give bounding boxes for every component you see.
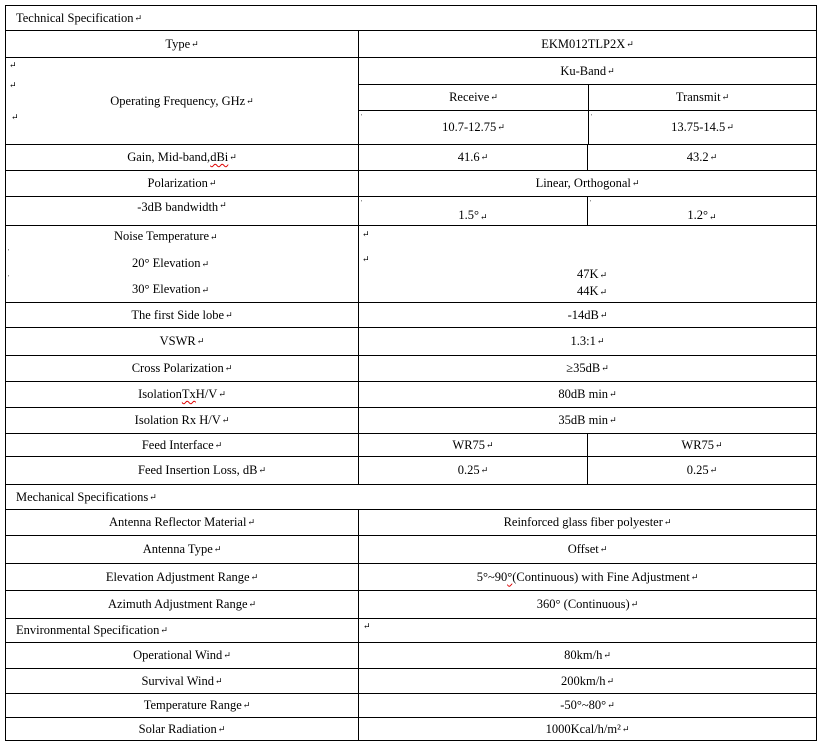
cross-pol-value: ≥35dB ↵ bbox=[358, 356, 816, 381]
paragraph-mark-icon: ↵ bbox=[709, 152, 718, 162]
feed-loss-receive: 0.25 ↵ bbox=[358, 457, 587, 484]
paragraph-mark-icon: ↵ bbox=[630, 599, 639, 609]
technical-heading-text: Technical Specification bbox=[16, 10, 134, 25]
receive-range: ' 10.7-12.75 ↵ bbox=[361, 113, 505, 134]
row-feed-interface bbox=[6, 433, 816, 456]
row-gain bbox=[6, 144, 816, 170]
cross-pol-label: Cross Polarization ↵ bbox=[131, 361, 233, 375]
paragraph-mark-icon: ↵ bbox=[242, 700, 251, 710]
paragraph-mark-icon: ↵ bbox=[709, 212, 717, 222]
row-isolation-tx bbox=[6, 381, 816, 407]
surv-wind-value: 200km/h ↵ bbox=[358, 669, 816, 693]
row-temperature bbox=[6, 693, 816, 717]
frequency-label: Operating Frequency, GHz ↵ ↵ ↵ ↵ bbox=[9, 60, 254, 122]
paragraph-mark-icon: ↵ bbox=[221, 415, 230, 425]
temperature-value: -50°~80° ↵ bbox=[358, 694, 816, 717]
paragraph-mark-icon: ↵ bbox=[217, 723, 226, 734]
paragraph-mark-icon: ↵ bbox=[9, 60, 17, 70]
paragraph-mark-icon: ↵ bbox=[229, 152, 237, 162]
paragraph-mark-icon: ↵ bbox=[609, 389, 617, 399]
row-type bbox=[6, 30, 816, 57]
row-azimuth bbox=[6, 590, 816, 618]
noise-elev30-label: 30° Elevation↵ bbox=[132, 282, 210, 296]
noise-title: Noise Temperature↵ bbox=[114, 229, 218, 243]
paragraph-mark-icon: ↵ bbox=[715, 439, 723, 450]
bandwidth-receive: ' 1.5° ↵ bbox=[358, 197, 587, 225]
row-antenna-type bbox=[6, 535, 816, 563]
noise-elev20-value: 47K↵ bbox=[577, 267, 608, 281]
bandwidth-label: -3dB bandwidth ↵ bbox=[137, 200, 227, 214]
paragraph-mark-icon: ↵ bbox=[248, 599, 257, 609]
section-environmental bbox=[6, 618, 816, 642]
vswr-label: VSWR ↵ bbox=[159, 334, 205, 348]
paragraph-mark-icon: ↵ bbox=[11, 112, 19, 122]
paragraph-mark-icon: ↵ bbox=[599, 309, 608, 320]
row-reflector bbox=[6, 509, 816, 535]
solar-value: 1000Kcal/h/m² ↵ bbox=[358, 718, 816, 740]
temperature-label: Temperature Range ↵ bbox=[143, 698, 251, 712]
noise-elev20-label: 20° Elevation↵ bbox=[132, 256, 210, 270]
paragraph-mark-icon: ↵ bbox=[224, 363, 233, 373]
row-solar bbox=[6, 717, 816, 740]
paragraph-mark-icon: ↵ bbox=[603, 650, 611, 660]
op-wind-label: Operational Wind ↵ bbox=[133, 648, 231, 662]
paragraph-mark-icon: ↵ bbox=[201, 259, 210, 269]
row-surv-wind bbox=[6, 668, 816, 693]
paragraph-mark-icon: ↵ bbox=[362, 229, 370, 239]
row-isolation-rx bbox=[6, 407, 816, 433]
elevation-label: Elevation Adjustment Range ↵ bbox=[105, 569, 259, 584]
row-vswr bbox=[6, 327, 816, 355]
paragraph-mark-icon: ↵ bbox=[196, 336, 205, 346]
row-bandwidth bbox=[6, 196, 816, 225]
row-frequency bbox=[6, 57, 816, 144]
feed-loss-label: Feed Insertion Loss, dB ↵ bbox=[138, 463, 266, 477]
paragraph-mark-icon: ↵ bbox=[721, 92, 730, 102]
azimuth-value: 360° (Continuous) ↵ bbox=[358, 591, 816, 618]
row-feed-loss bbox=[6, 456, 816, 484]
paragraph-mark-icon: ↵ bbox=[709, 465, 718, 475]
paragraph-mark-icon: ↵ bbox=[497, 122, 505, 132]
paragraph-mark-icon: ↵ bbox=[214, 439, 223, 450]
paragraph-mark-icon: ↵ bbox=[362, 254, 370, 264]
row-cross-pol bbox=[6, 355, 816, 381]
paragraph-mark-icon: ↵ bbox=[490, 92, 498, 102]
row-sidelobe bbox=[6, 302, 816, 327]
paragraph-mark-icon: ↵ bbox=[626, 38, 634, 49]
paragraph-mark-icon: ↵ bbox=[631, 178, 640, 188]
type-label: Type ↵ bbox=[165, 36, 199, 51]
surv-wind-label: Survival Wind ↵ bbox=[141, 673, 223, 688]
paragraph-mark-icon: ↵ bbox=[210, 232, 218, 242]
paragraph-mark-icon: ↵ bbox=[601, 363, 609, 373]
paragraph-mark-icon: ↵ bbox=[621, 723, 630, 734]
isolation-tx-label: Isolation Tx H/V ↵ bbox=[138, 387, 226, 401]
environmental-heading: Environmental Specification ↵ bbox=[16, 623, 168, 637]
paragraph-mark-icon: ↵ bbox=[606, 675, 614, 686]
isolation-rx-value: 35dB min ↵ bbox=[358, 408, 816, 433]
paragraph-mark-icon: ↵ bbox=[250, 571, 259, 582]
noise-elev30-value: 44K↵ bbox=[577, 284, 608, 298]
paragraph-mark-icon: ↵ bbox=[214, 675, 223, 686]
antenna-type-value: Offset ↵ bbox=[358, 536, 816, 563]
row-op-wind bbox=[6, 642, 816, 668]
paragraph-mark-icon: ↵ bbox=[201, 285, 210, 295]
frequency-values bbox=[358, 58, 816, 144]
paragraph-mark-icon: ↵ bbox=[663, 517, 672, 527]
op-wind-value: 80km/h ↵ bbox=[358, 643, 816, 668]
mechanical-heading: Mechanical Specifications ↵ bbox=[16, 489, 157, 504]
paragraph-mark-icon: ↵ bbox=[609, 415, 617, 425]
paragraph-mark-icon: ↵ bbox=[134, 12, 143, 23]
polarization-label: Polarization ↵ bbox=[147, 176, 217, 190]
paragraph-mark-icon: ↵ bbox=[247, 517, 255, 527]
paragraph-mark-icon: ↵ bbox=[208, 178, 217, 188]
row-polarization bbox=[6, 170, 816, 196]
paragraph-mark-icon: ↵ bbox=[486, 439, 494, 450]
paragraph-mark-icon: ↵ bbox=[218, 389, 226, 399]
paragraph-mark-icon: ↵ bbox=[225, 309, 233, 320]
paragraph-mark-icon: ↵ bbox=[599, 270, 608, 280]
section-mechanical bbox=[6, 484, 816, 509]
noise-label: Noise Temperature↵ 20° Elevation↵ 30° Elevation↵ ' ' bbox=[8, 229, 218, 296]
environmental-heading-blank bbox=[358, 619, 816, 642]
type-value: EKM012TLP2X ↵ bbox=[358, 31, 816, 57]
paragraph-mark-icon: ↵ bbox=[246, 95, 254, 106]
band-cell: Ku-Band ↵ bbox=[560, 63, 615, 78]
transmit-range: ' 13.75-14.5 ↵ bbox=[588, 111, 816, 144]
row-elevation bbox=[6, 563, 816, 590]
paragraph-mark-icon: ↵ bbox=[690, 571, 699, 582]
range-row bbox=[359, 110, 816, 144]
transmit-header: Transmit ↵ bbox=[588, 85, 816, 110]
paragraph-mark-icon: ↵ bbox=[480, 465, 489, 475]
paragraph-mark-icon: ↵ bbox=[480, 152, 489, 162]
gain-label: Gain, Mid-band, dBi ↵ bbox=[127, 150, 237, 164]
paragraph-mark-icon: ↵ bbox=[213, 544, 222, 554]
feed-interface-receive: WR75 ↵ bbox=[358, 434, 587, 456]
paragraph-mark-icon: ↵ bbox=[363, 621, 371, 631]
isolation-rx-label: Isolation Rx H/V ↵ bbox=[134, 413, 230, 427]
sidelobe-value: -14dB ↵ bbox=[358, 303, 816, 327]
polarization-value: Linear, Orthogonal ↵ bbox=[358, 171, 816, 196]
paragraph-mark-icon: ↵ bbox=[599, 287, 608, 297]
paragraph-mark-icon: ↵ bbox=[219, 200, 227, 210]
paragraph-mark-icon: ↵ bbox=[223, 650, 231, 660]
gain-transmit: 43.2 ↵ bbox=[587, 145, 816, 170]
paragraph-mark-icon: ↵ bbox=[480, 212, 488, 222]
paragraph-mark-icon: ↵ bbox=[596, 336, 605, 346]
feed-loss-transmit: 0.25 ↵ bbox=[587, 457, 816, 484]
feed-interface-transmit: WR75 ↵ bbox=[587, 434, 816, 456]
feed-interface-label: Feed Interface ↵ bbox=[141, 437, 223, 452]
elevation-value: 5°~90 ° (Continuous) with Fine Adjustment ↵ bbox=[358, 564, 816, 590]
bandwidth-transmit: ' 1.2° ↵ bbox=[587, 197, 816, 225]
azimuth-label: Azimuth Adjustment Range ↵ bbox=[107, 597, 257, 611]
paragraph-mark-icon: ↵ bbox=[9, 80, 17, 90]
reflector-value: Reinforced glass fiber polyester ↵ bbox=[358, 510, 816, 535]
receive-header: Receive ↵ bbox=[449, 90, 498, 104]
row-noise bbox=[6, 225, 816, 302]
paragraph-mark-icon: ↵ bbox=[160, 625, 168, 635]
gain-receive: 41.6 ↵ bbox=[358, 145, 587, 170]
paragraph-mark-icon: ↵ bbox=[599, 544, 608, 554]
reflector-label: Antenna Reflector Material ↵ bbox=[109, 515, 255, 529]
noise-values bbox=[358, 226, 816, 302]
paragraph-mark-icon: ↵ bbox=[191, 38, 199, 49]
section-technical bbox=[6, 6, 816, 30]
paragraph-mark-icon: ↵ bbox=[149, 491, 157, 502]
solar-label: Solar Radiation ↵ bbox=[138, 721, 226, 736]
technical-heading bbox=[6, 6, 816, 30]
paragraph-mark-icon: ↵ bbox=[607, 700, 615, 710]
direction-row bbox=[359, 84, 816, 110]
sidelobe-label: The first Side lobe ↵ bbox=[131, 307, 233, 322]
vswr-value: 1.3:1 ↵ bbox=[358, 328, 816, 355]
paragraph-mark-icon: ↵ bbox=[726, 122, 734, 132]
spec-table bbox=[5, 5, 817, 741]
paragraph-mark-icon: ↵ bbox=[258, 465, 266, 475]
paragraph-mark-icon: ↵ bbox=[607, 65, 615, 76]
isolation-tx-value: 80dB min ↵ bbox=[358, 382, 816, 407]
antenna-type-label: Antenna Type ↵ bbox=[142, 542, 222, 556]
